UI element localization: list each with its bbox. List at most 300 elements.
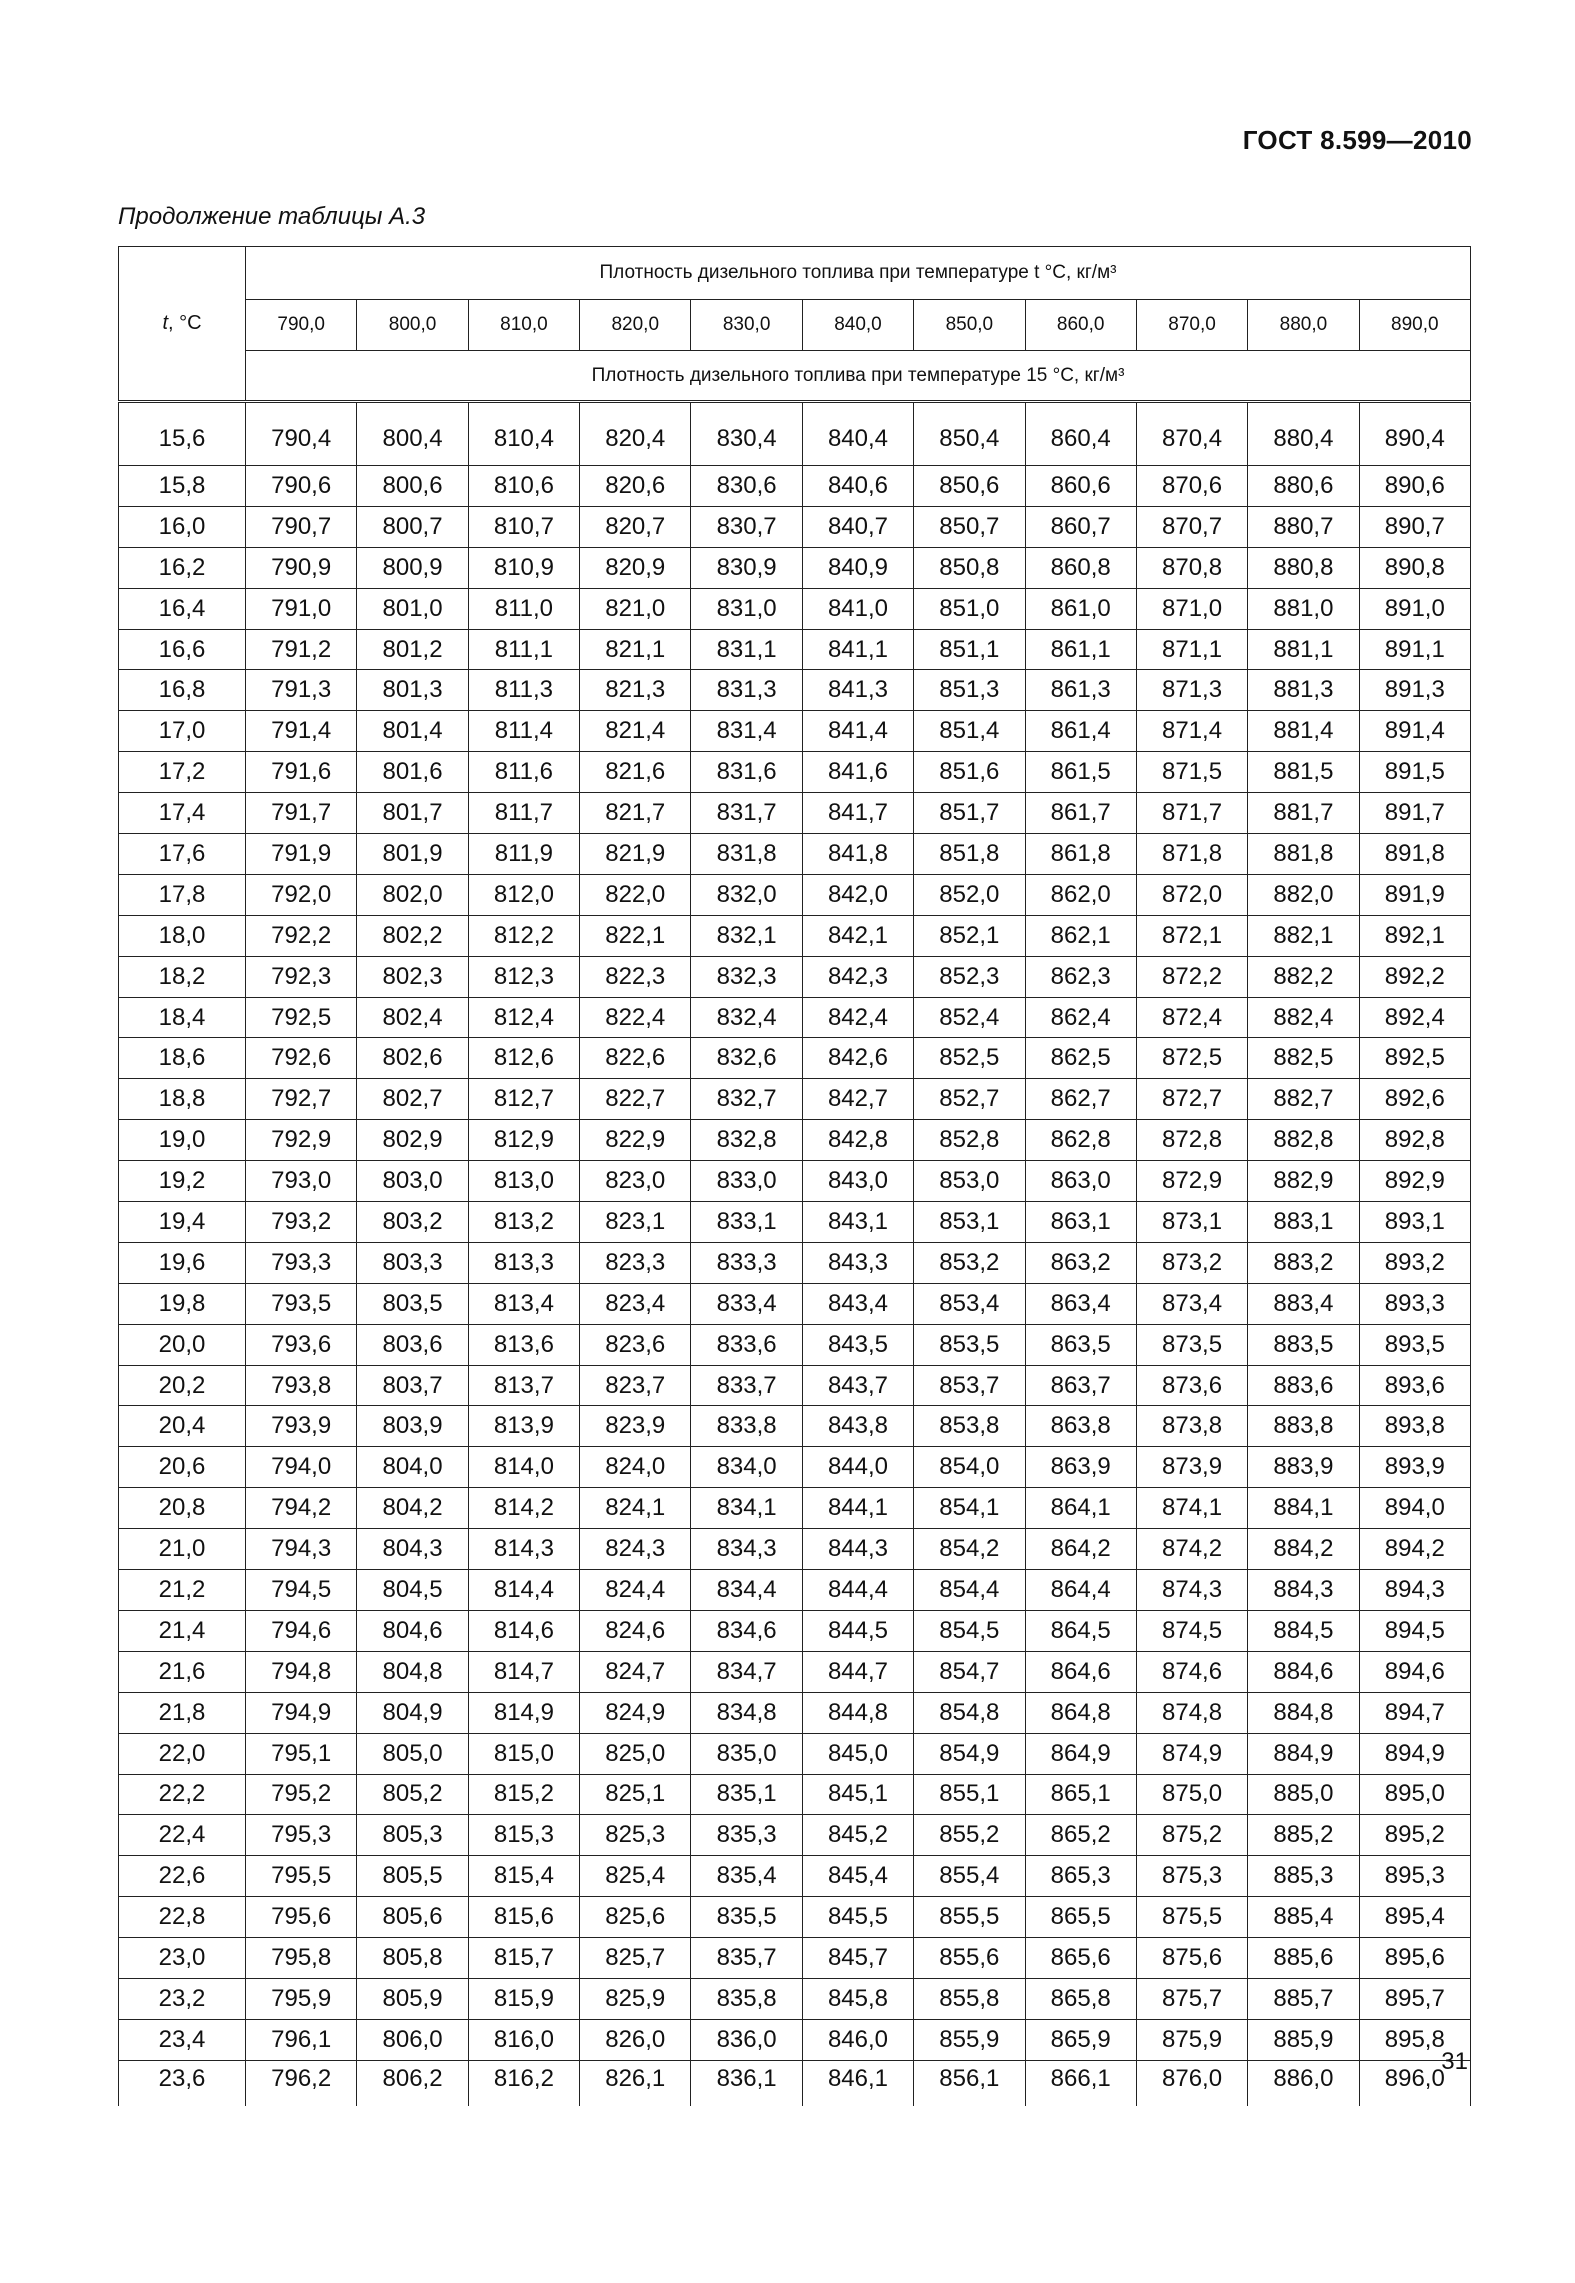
table-row xyxy=(119,1978,1471,2019)
density-cell: 832,3 xyxy=(691,956,802,997)
density-cell: 805,6 xyxy=(357,1897,468,1938)
density-cell: 851,0 xyxy=(914,588,1025,629)
density-cell: 805,3 xyxy=(357,1815,468,1856)
density-cell: 822,0 xyxy=(580,874,691,915)
density-cell: 850,6 xyxy=(914,466,1025,507)
density-cell: 791,6 xyxy=(246,752,357,793)
density-cell: 895,4 xyxy=(1359,1897,1470,1938)
density-cell: 882,2 xyxy=(1248,956,1359,997)
density-table xyxy=(118,246,1471,2106)
temperature-cell: 21,8 xyxy=(119,1692,246,1733)
column-header: 860,0 xyxy=(1025,300,1136,351)
density-cell: 864,2 xyxy=(1025,1529,1136,1570)
density-cell: 883,4 xyxy=(1248,1283,1359,1324)
density-cell: 805,5 xyxy=(357,1856,468,1897)
density-cell: 815,2 xyxy=(468,1774,579,1815)
density-cell: 894,0 xyxy=(1359,1488,1470,1529)
table-row xyxy=(119,2019,1471,2060)
density-cell: 845,4 xyxy=(802,1856,913,1897)
density-cell: 891,3 xyxy=(1359,670,1470,711)
density-cell: 826,1 xyxy=(580,2060,691,2106)
temperature-cell: 23,2 xyxy=(119,1978,246,2019)
density-cell: 822,3 xyxy=(580,956,691,997)
density-cell: 872,0 xyxy=(1136,874,1247,915)
density-cell: 821,3 xyxy=(580,670,691,711)
density-cell: 860,7 xyxy=(1025,506,1136,547)
density-cell: 805,9 xyxy=(357,1978,468,2019)
density-cell: 801,3 xyxy=(357,670,468,711)
density-cell: 862,4 xyxy=(1025,997,1136,1038)
density-cell: 841,6 xyxy=(802,752,913,793)
density-cell: 876,0 xyxy=(1136,2060,1247,2106)
density-cell: 874,5 xyxy=(1136,1610,1247,1651)
density-cell: 824,4 xyxy=(580,1570,691,1611)
density-cell: 855,6 xyxy=(914,1938,1025,1979)
density-cell: 884,1 xyxy=(1248,1488,1359,1529)
temperature-cell: 19,0 xyxy=(119,1120,246,1161)
density-cell: 885,3 xyxy=(1248,1856,1359,1897)
density-cell: 870,8 xyxy=(1136,547,1247,588)
temperature-cell: 20,6 xyxy=(119,1447,246,1488)
density-cell: 844,0 xyxy=(802,1447,913,1488)
column-header: 840,0 xyxy=(802,300,913,351)
density-cell: 834,8 xyxy=(691,1692,802,1733)
temperature-cell: 19,4 xyxy=(119,1202,246,1243)
density-cell: 855,5 xyxy=(914,1897,1025,1938)
density-cell: 795,8 xyxy=(246,1938,357,1979)
density-cell: 813,6 xyxy=(468,1324,579,1365)
density-cell: 822,4 xyxy=(580,997,691,1038)
density-cell: 891,8 xyxy=(1359,834,1470,875)
density-cell: 836,1 xyxy=(691,2060,802,2106)
density-cell: 860,8 xyxy=(1025,547,1136,588)
density-cell: 871,0 xyxy=(1136,588,1247,629)
density-cell: 846,1 xyxy=(802,2060,913,2106)
density-cell: 895,8 xyxy=(1359,2019,1470,2060)
temperature-cell: 17,8 xyxy=(119,874,246,915)
density-cell: 894,6 xyxy=(1359,1651,1470,1692)
sub-header: Плотность дизельного топлива при температуре 15 °С, кг/м³ xyxy=(246,351,1471,402)
density-cell: 812,0 xyxy=(468,874,579,915)
density-cell: 871,5 xyxy=(1136,752,1247,793)
density-cell: 823,3 xyxy=(580,1242,691,1283)
density-cell: 851,6 xyxy=(914,752,1025,793)
density-cell: 852,8 xyxy=(914,1120,1025,1161)
table-row xyxy=(119,1692,1471,1733)
density-cell: 855,8 xyxy=(914,1978,1025,2019)
density-cell: 801,6 xyxy=(357,752,468,793)
density-cell: 881,1 xyxy=(1248,629,1359,670)
density-cell: 804,3 xyxy=(357,1529,468,1570)
column-header: 890,0 xyxy=(1359,300,1470,351)
density-cell: 860,4 xyxy=(1025,402,1136,466)
density-cell: 851,1 xyxy=(914,629,1025,670)
table-row xyxy=(119,1856,1471,1897)
density-cell: 812,2 xyxy=(468,915,579,956)
density-cell: 791,9 xyxy=(246,834,357,875)
column-header: 850,0 xyxy=(914,300,1025,351)
density-cell: 872,4 xyxy=(1136,997,1247,1038)
column-header: 810,0 xyxy=(468,300,579,351)
density-cell: 815,6 xyxy=(468,1897,579,1938)
density-cell: 842,3 xyxy=(802,956,913,997)
density-cell: 860,6 xyxy=(1025,466,1136,507)
density-cell: 885,0 xyxy=(1248,1774,1359,1815)
density-cell: 892,8 xyxy=(1359,1120,1470,1161)
density-cell: 854,8 xyxy=(914,1692,1025,1733)
column-header: 870,0 xyxy=(1136,300,1247,351)
density-cell: 855,4 xyxy=(914,1856,1025,1897)
density-cell: 872,2 xyxy=(1136,956,1247,997)
density-cell: 861,5 xyxy=(1025,752,1136,793)
density-cell: 866,1 xyxy=(1025,2060,1136,2106)
density-cell: 885,6 xyxy=(1248,1938,1359,1979)
density-cell: 853,5 xyxy=(914,1324,1025,1365)
density-cell: 793,2 xyxy=(246,1202,357,1243)
table-row xyxy=(119,1202,1471,1243)
density-cell: 880,8 xyxy=(1248,547,1359,588)
density-cell: 882,8 xyxy=(1248,1120,1359,1161)
table-row xyxy=(119,1733,1471,1774)
density-cell: 853,2 xyxy=(914,1242,1025,1283)
density-cell: 790,6 xyxy=(246,466,357,507)
table-row xyxy=(119,629,1471,670)
density-cell: 802,7 xyxy=(357,1079,468,1120)
density-cell: 872,1 xyxy=(1136,915,1247,956)
table-row xyxy=(119,1242,1471,1283)
density-cell: 813,2 xyxy=(468,1202,579,1243)
temperature-cell: 16,8 xyxy=(119,670,246,711)
density-cell: 874,2 xyxy=(1136,1529,1247,1570)
density-cell: 821,9 xyxy=(580,834,691,875)
density-cell: 842,4 xyxy=(802,997,913,1038)
density-cell: 812,6 xyxy=(468,1038,579,1079)
density-cell: 794,2 xyxy=(246,1488,357,1529)
density-cell: 870,4 xyxy=(1136,402,1247,466)
density-cell: 824,6 xyxy=(580,1610,691,1651)
table-row xyxy=(119,1447,1471,1488)
density-cell: 884,8 xyxy=(1248,1692,1359,1733)
density-cell: 820,9 xyxy=(580,547,691,588)
density-cell: 850,4 xyxy=(914,402,1025,466)
density-cell: 865,8 xyxy=(1025,1978,1136,2019)
density-cell: 833,0 xyxy=(691,1161,802,1202)
density-cell: 871,4 xyxy=(1136,711,1247,752)
temperature-cell: 17,2 xyxy=(119,752,246,793)
density-cell: 834,7 xyxy=(691,1651,802,1692)
density-cell: 884,6 xyxy=(1248,1651,1359,1692)
density-cell: 811,3 xyxy=(468,670,579,711)
density-cell: 791,2 xyxy=(246,629,357,670)
density-cell: 831,8 xyxy=(691,834,802,875)
density-cell: 801,0 xyxy=(357,588,468,629)
density-cell: 872,7 xyxy=(1136,1079,1247,1120)
density-cell: 861,0 xyxy=(1025,588,1136,629)
density-cell: 802,2 xyxy=(357,915,468,956)
density-cell: 851,8 xyxy=(914,834,1025,875)
density-cell: 872,9 xyxy=(1136,1161,1247,1202)
density-cell: 833,4 xyxy=(691,1283,802,1324)
density-cell: 842,8 xyxy=(802,1120,913,1161)
density-cell: 800,4 xyxy=(357,402,468,466)
density-cell: 805,8 xyxy=(357,1938,468,1979)
density-cell: 864,9 xyxy=(1025,1733,1136,1774)
density-cell: 806,0 xyxy=(357,2019,468,2060)
density-cell: 816,0 xyxy=(468,2019,579,2060)
density-cell: 794,0 xyxy=(246,1447,357,1488)
density-cell: 890,4 xyxy=(1359,402,1470,466)
density-cell: 854,5 xyxy=(914,1610,1025,1651)
density-cell: 840,7 xyxy=(802,506,913,547)
density-cell: 875,2 xyxy=(1136,1815,1247,1856)
density-cell: 891,9 xyxy=(1359,874,1470,915)
density-cell: 865,6 xyxy=(1025,1938,1136,1979)
density-cell: 823,9 xyxy=(580,1406,691,1447)
column-header: 830,0 xyxy=(691,300,802,351)
temperature-cell: 20,8 xyxy=(119,1488,246,1529)
density-cell: 826,0 xyxy=(580,2019,691,2060)
density-cell: 791,4 xyxy=(246,711,357,752)
density-cell: 852,1 xyxy=(914,915,1025,956)
density-cell: 861,8 xyxy=(1025,834,1136,875)
table-row xyxy=(119,506,1471,547)
density-cell: 852,4 xyxy=(914,997,1025,1038)
standard-code: ГОСТ 8.599—2010 xyxy=(1242,125,1472,155)
density-cell: 865,5 xyxy=(1025,1897,1136,1938)
density-cell: 893,1 xyxy=(1359,1202,1470,1243)
density-cell: 844,3 xyxy=(802,1529,913,1570)
density-cell: 831,6 xyxy=(691,752,802,793)
density-cell: 812,9 xyxy=(468,1120,579,1161)
density-cell: 893,3 xyxy=(1359,1283,1470,1324)
density-cell: 871,3 xyxy=(1136,670,1247,711)
density-cell: 812,7 xyxy=(468,1079,579,1120)
density-cell: 830,6 xyxy=(691,466,802,507)
temperature-cell: 18,8 xyxy=(119,1079,246,1120)
density-cell: 801,4 xyxy=(357,711,468,752)
temperature-cell: 17,6 xyxy=(119,834,246,875)
density-cell: 806,2 xyxy=(357,2060,468,2106)
density-cell: 833,7 xyxy=(691,1365,802,1406)
density-cell: 833,6 xyxy=(691,1324,802,1365)
density-cell: 892,5 xyxy=(1359,1038,1470,1079)
temperature-cell: 18,2 xyxy=(119,956,246,997)
density-cell: 874,9 xyxy=(1136,1733,1247,1774)
density-cell: 875,9 xyxy=(1136,2019,1247,2060)
density-cell: 844,5 xyxy=(802,1610,913,1651)
density-cell: 886,0 xyxy=(1248,2060,1359,2106)
density-cell: 885,9 xyxy=(1248,2019,1359,2060)
density-cell: 864,1 xyxy=(1025,1488,1136,1529)
row-header-temperature: t, °С xyxy=(119,247,246,402)
density-cell: 891,7 xyxy=(1359,793,1470,834)
density-cell: 853,0 xyxy=(914,1161,1025,1202)
density-cell: 832,6 xyxy=(691,1038,802,1079)
temperature-cell: 20,2 xyxy=(119,1365,246,1406)
density-cell: 871,7 xyxy=(1136,793,1247,834)
density-cell: 832,0 xyxy=(691,874,802,915)
density-cell: 875,5 xyxy=(1136,1897,1247,1938)
density-cell: 873,5 xyxy=(1136,1324,1247,1365)
temperature-cell: 18,6 xyxy=(119,1038,246,1079)
density-cell: 890,7 xyxy=(1359,506,1470,547)
density-cell: 884,2 xyxy=(1248,1529,1359,1570)
density-cell: 825,7 xyxy=(580,1938,691,1979)
density-cell: 892,4 xyxy=(1359,997,1470,1038)
density-cell: 804,6 xyxy=(357,1610,468,1651)
density-cell: 834,6 xyxy=(691,1610,802,1651)
density-cell: 834,0 xyxy=(691,1447,802,1488)
density-cell: 880,7 xyxy=(1248,506,1359,547)
density-cell: 873,4 xyxy=(1136,1283,1247,1324)
density-cell: 843,4 xyxy=(802,1283,913,1324)
density-cell: 854,1 xyxy=(914,1488,1025,1529)
temperature-cell: 21,6 xyxy=(119,1651,246,1692)
density-cell: 795,5 xyxy=(246,1856,357,1897)
density-cell: 845,2 xyxy=(802,1815,913,1856)
density-cell: 841,1 xyxy=(802,629,913,670)
density-cell: 875,6 xyxy=(1136,1938,1247,1979)
density-cell: 832,4 xyxy=(691,997,802,1038)
density-cell: 833,8 xyxy=(691,1406,802,1447)
density-cell: 853,8 xyxy=(914,1406,1025,1447)
density-cell: 864,8 xyxy=(1025,1692,1136,1733)
density-cell: 862,0 xyxy=(1025,874,1136,915)
density-cell: 884,9 xyxy=(1248,1733,1359,1774)
density-cell: 875,0 xyxy=(1136,1774,1247,1815)
temperature-cell: 22,8 xyxy=(119,1897,246,1938)
density-cell: 841,0 xyxy=(802,588,913,629)
density-cell: 882,7 xyxy=(1248,1079,1359,1120)
density-cell: 793,8 xyxy=(246,1365,357,1406)
density-cell: 814,3 xyxy=(468,1529,579,1570)
density-cell: 835,7 xyxy=(691,1938,802,1979)
table-row xyxy=(119,1283,1471,1324)
density-cell: 861,3 xyxy=(1025,670,1136,711)
table-row xyxy=(119,1610,1471,1651)
density-cell: 792,3 xyxy=(246,956,357,997)
density-cell: 791,3 xyxy=(246,670,357,711)
density-cell: 863,1 xyxy=(1025,1202,1136,1243)
density-cell: 855,1 xyxy=(914,1774,1025,1815)
density-cell: 821,4 xyxy=(580,711,691,752)
density-cell: 863,0 xyxy=(1025,1161,1136,1202)
density-cell: 844,1 xyxy=(802,1488,913,1529)
density-cell: 863,4 xyxy=(1025,1283,1136,1324)
density-cell: 875,7 xyxy=(1136,1978,1247,2019)
density-cell: 802,4 xyxy=(357,997,468,1038)
table-row xyxy=(119,1161,1471,1202)
density-cell: 843,8 xyxy=(802,1406,913,1447)
density-cell: 824,9 xyxy=(580,1692,691,1733)
table-caption: Продолжение таблицы А.3 xyxy=(118,203,426,230)
density-cell: 862,5 xyxy=(1025,1038,1136,1079)
density-cell: 882,0 xyxy=(1248,874,1359,915)
density-cell: 815,7 xyxy=(468,1938,579,1979)
density-cell: 845,5 xyxy=(802,1897,913,1938)
density-cell: 825,9 xyxy=(580,1978,691,2019)
density-cell: 830,4 xyxy=(691,402,802,466)
density-cell: 811,9 xyxy=(468,834,579,875)
density-cell: 794,8 xyxy=(246,1651,357,1692)
density-cell: 851,7 xyxy=(914,793,1025,834)
density-cell: 881,7 xyxy=(1248,793,1359,834)
temperature-cell: 18,0 xyxy=(119,915,246,956)
density-cell: 804,8 xyxy=(357,1651,468,1692)
table-header xyxy=(119,247,1471,402)
density-cell: 831,0 xyxy=(691,588,802,629)
density-cell: 842,6 xyxy=(802,1038,913,1079)
density-cell: 871,8 xyxy=(1136,834,1247,875)
density-cell: 854,0 xyxy=(914,1447,1025,1488)
density-cell: 884,3 xyxy=(1248,1570,1359,1611)
density-cell: 823,4 xyxy=(580,1283,691,1324)
density-cell: 814,0 xyxy=(468,1447,579,1488)
density-cell: 793,0 xyxy=(246,1161,357,1202)
density-cell: 794,3 xyxy=(246,1529,357,1570)
density-cell: 880,4 xyxy=(1248,402,1359,466)
density-cell: 841,7 xyxy=(802,793,913,834)
density-cell: 882,5 xyxy=(1248,1038,1359,1079)
density-cell: 856,1 xyxy=(914,2060,1025,2106)
density-cell: 825,3 xyxy=(580,1815,691,1856)
density-cell: 845,7 xyxy=(802,1938,913,1979)
density-cell: 850,8 xyxy=(914,547,1025,588)
density-cell: 793,6 xyxy=(246,1324,357,1365)
density-cell: 803,5 xyxy=(357,1283,468,1324)
table-row xyxy=(119,547,1471,588)
density-cell: 823,7 xyxy=(580,1365,691,1406)
density-cell: 814,7 xyxy=(468,1651,579,1692)
density-cell: 804,5 xyxy=(357,1570,468,1611)
density-cell: 891,0 xyxy=(1359,588,1470,629)
density-cell: 870,6 xyxy=(1136,466,1247,507)
temperature-cell: 19,8 xyxy=(119,1283,246,1324)
density-cell: 821,1 xyxy=(580,629,691,670)
density-cell: 893,5 xyxy=(1359,1324,1470,1365)
density-cell: 790,4 xyxy=(246,402,357,466)
table-row xyxy=(119,1406,1471,1447)
density-cell: 896,0 xyxy=(1359,2060,1470,2106)
temperature-cell: 15,8 xyxy=(119,466,246,507)
density-cell: 801,2 xyxy=(357,629,468,670)
density-cell: 881,5 xyxy=(1248,752,1359,793)
density-cell: 845,0 xyxy=(802,1733,913,1774)
density-cell: 884,5 xyxy=(1248,1610,1359,1651)
density-cell: 863,9 xyxy=(1025,1447,1136,1488)
density-cell: 803,7 xyxy=(357,1365,468,1406)
density-cell: 813,7 xyxy=(468,1365,579,1406)
density-cell: 874,1 xyxy=(1136,1488,1247,1529)
density-cell: 854,4 xyxy=(914,1570,1025,1611)
density-cell: 815,4 xyxy=(468,1856,579,1897)
temperature-cell: 21,0 xyxy=(119,1529,246,1570)
density-cell: 844,8 xyxy=(802,1692,913,1733)
density-cell: 814,2 xyxy=(468,1488,579,1529)
density-cell: 843,5 xyxy=(802,1324,913,1365)
density-cell: 891,5 xyxy=(1359,752,1470,793)
temperature-cell: 15,6 xyxy=(119,402,246,466)
density-cell: 822,7 xyxy=(580,1079,691,1120)
density-cell: 800,7 xyxy=(357,506,468,547)
temperature-cell: 22,6 xyxy=(119,1856,246,1897)
density-cell: 835,4 xyxy=(691,1856,802,1897)
density-cell: 816,2 xyxy=(468,2060,579,2106)
density-cell: 805,2 xyxy=(357,1774,468,1815)
density-cell: 865,2 xyxy=(1025,1815,1136,1856)
density-cell: 844,7 xyxy=(802,1651,913,1692)
density-cell: 831,1 xyxy=(691,629,802,670)
